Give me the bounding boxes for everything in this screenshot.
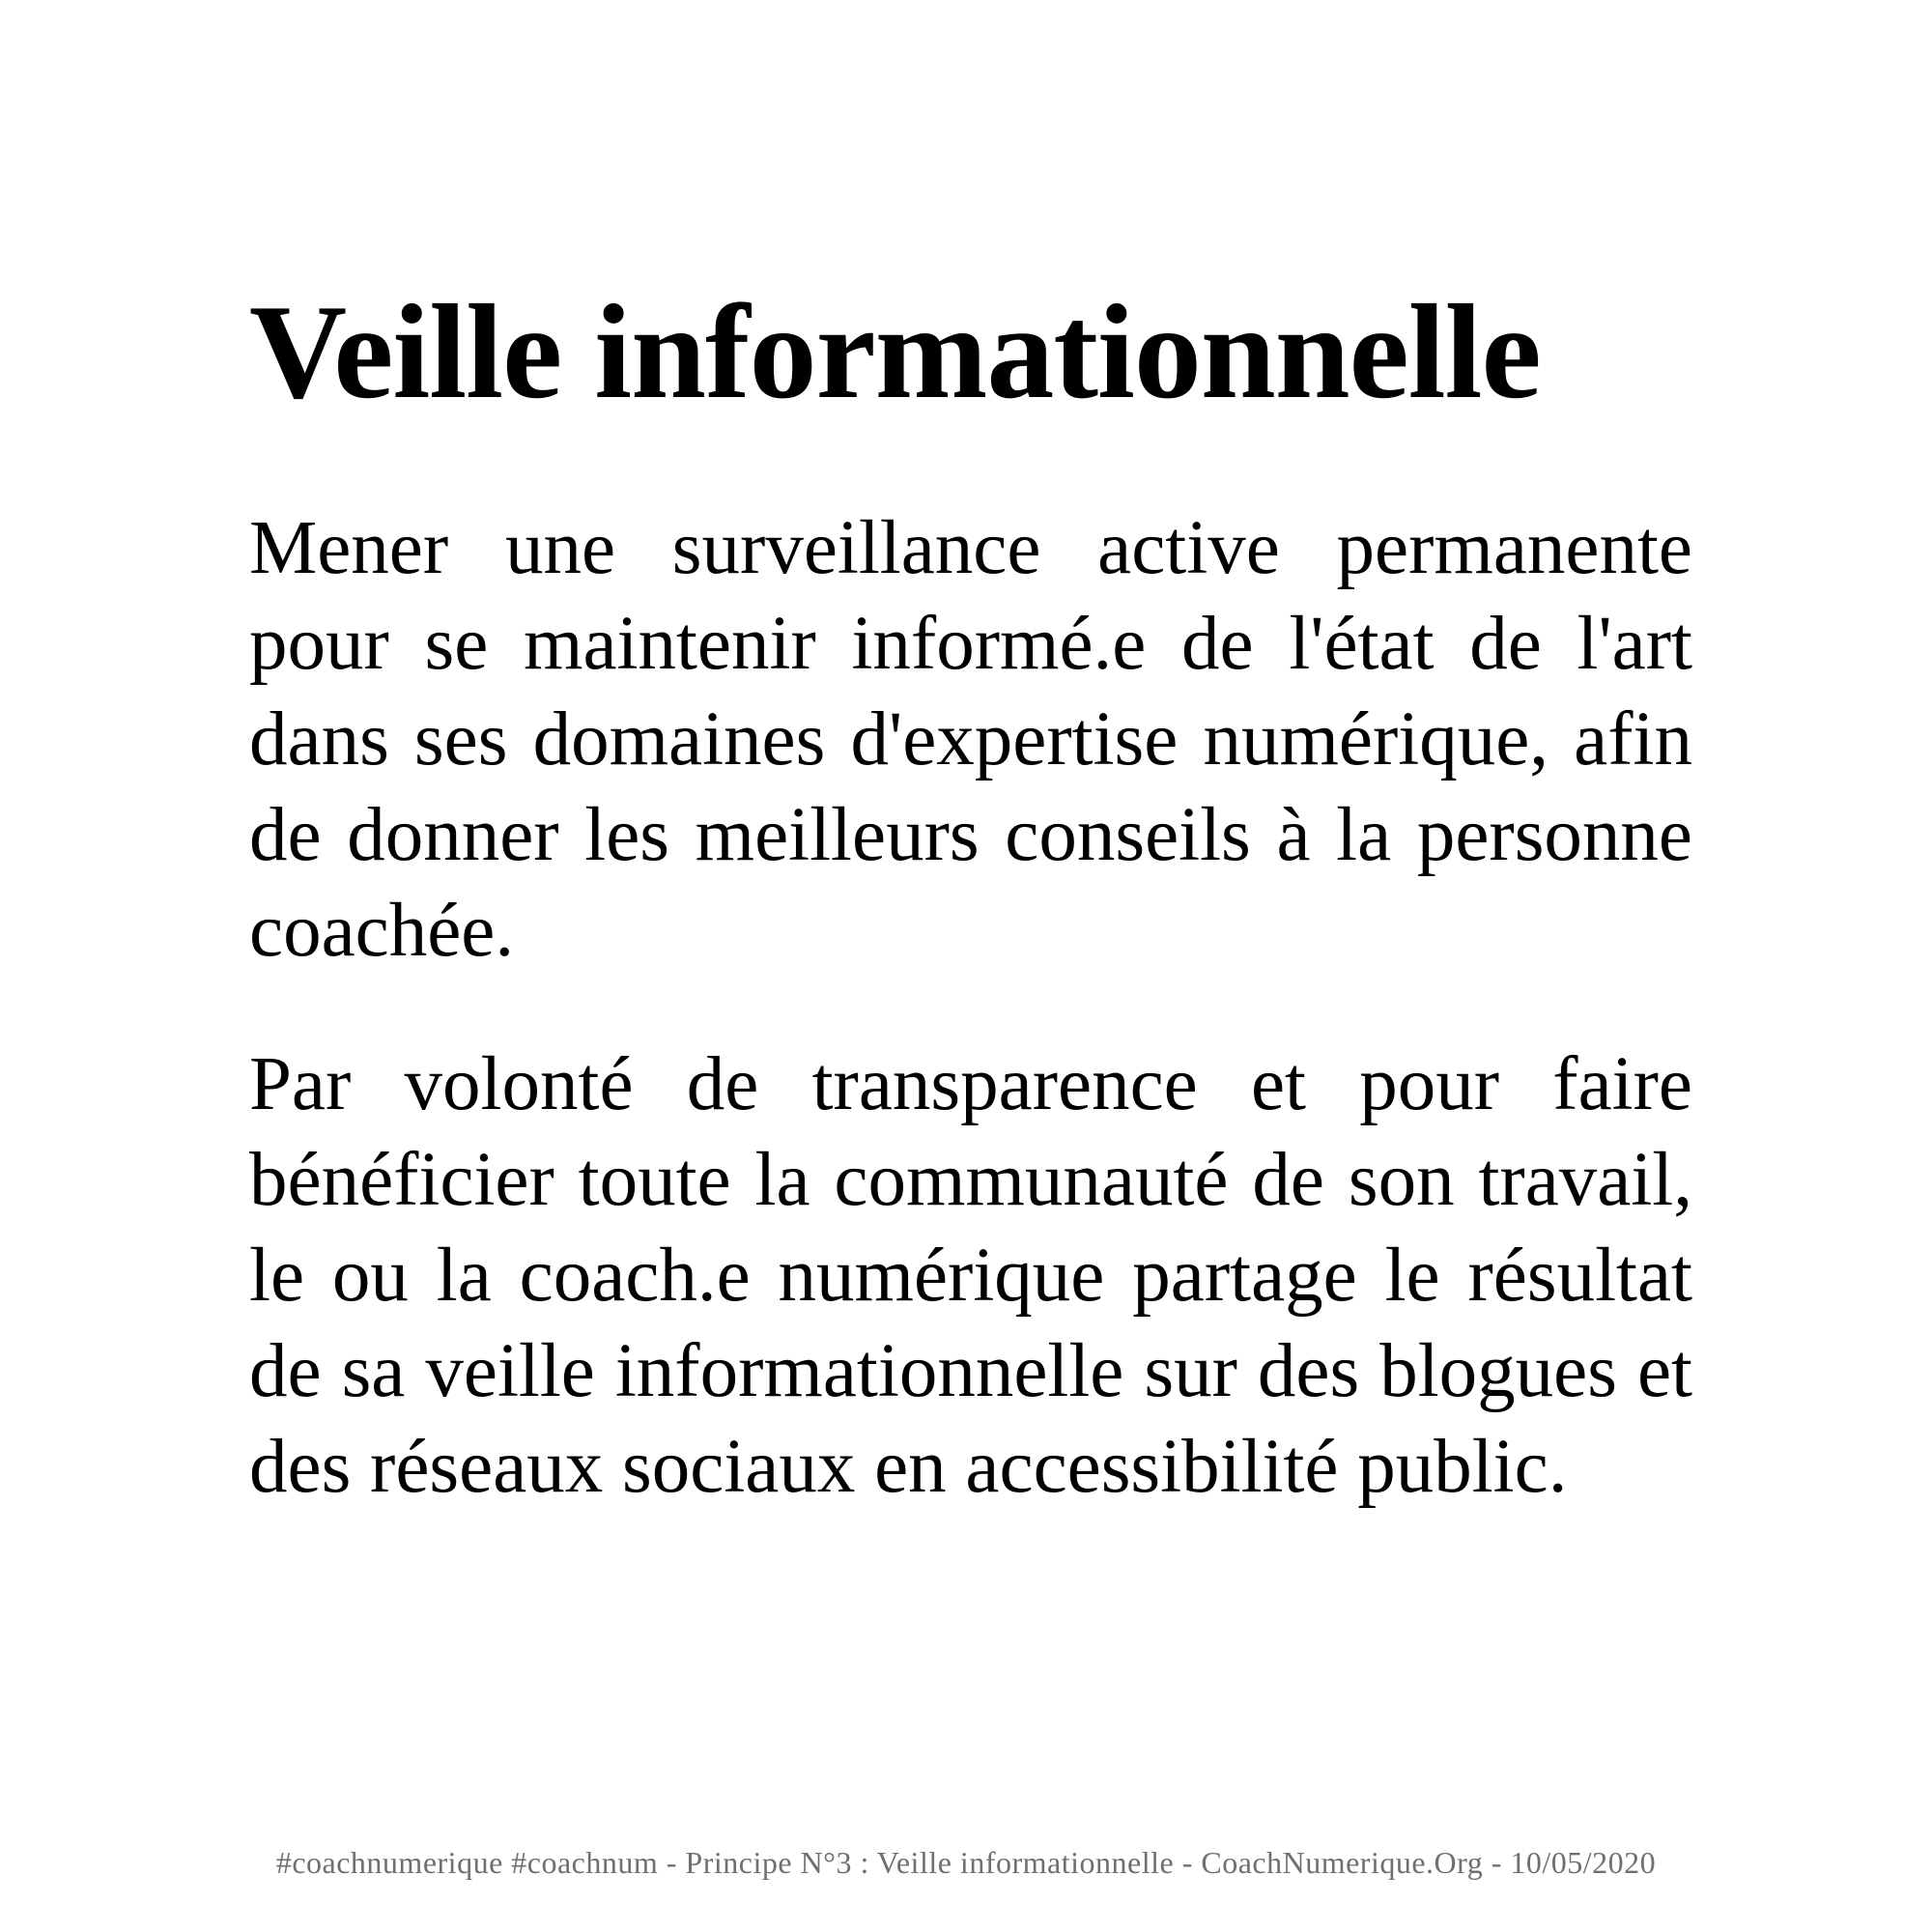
page-title: Veille informationnelle — [249, 277, 1541, 427]
footer-caption: #coachnumerique #coachnum - Principe N°3 : Veille informationnelle - CoachNumerique.Org - 10/05/2020 — [275, 1845, 1657, 1880]
paragraph-sharing: Par volonté de transparence et pour faire bénéficier toute la communauté de son travail, le ou la coach.e numérique partage le résultat de sa veille informationnelle sur des blogues et des réseaux sociaux en accessibilité public. — [249, 1042, 1692, 1509]
paragraph-definition: Mener une surveillance active permanente pour se maintenir informé.e de l'état de l'art dans ses domaines d'expertise numérique, afin de donner les meilleurs conseils à la personne coachée. — [249, 506, 1692, 973]
content — [249, 277, 1692, 1515]
